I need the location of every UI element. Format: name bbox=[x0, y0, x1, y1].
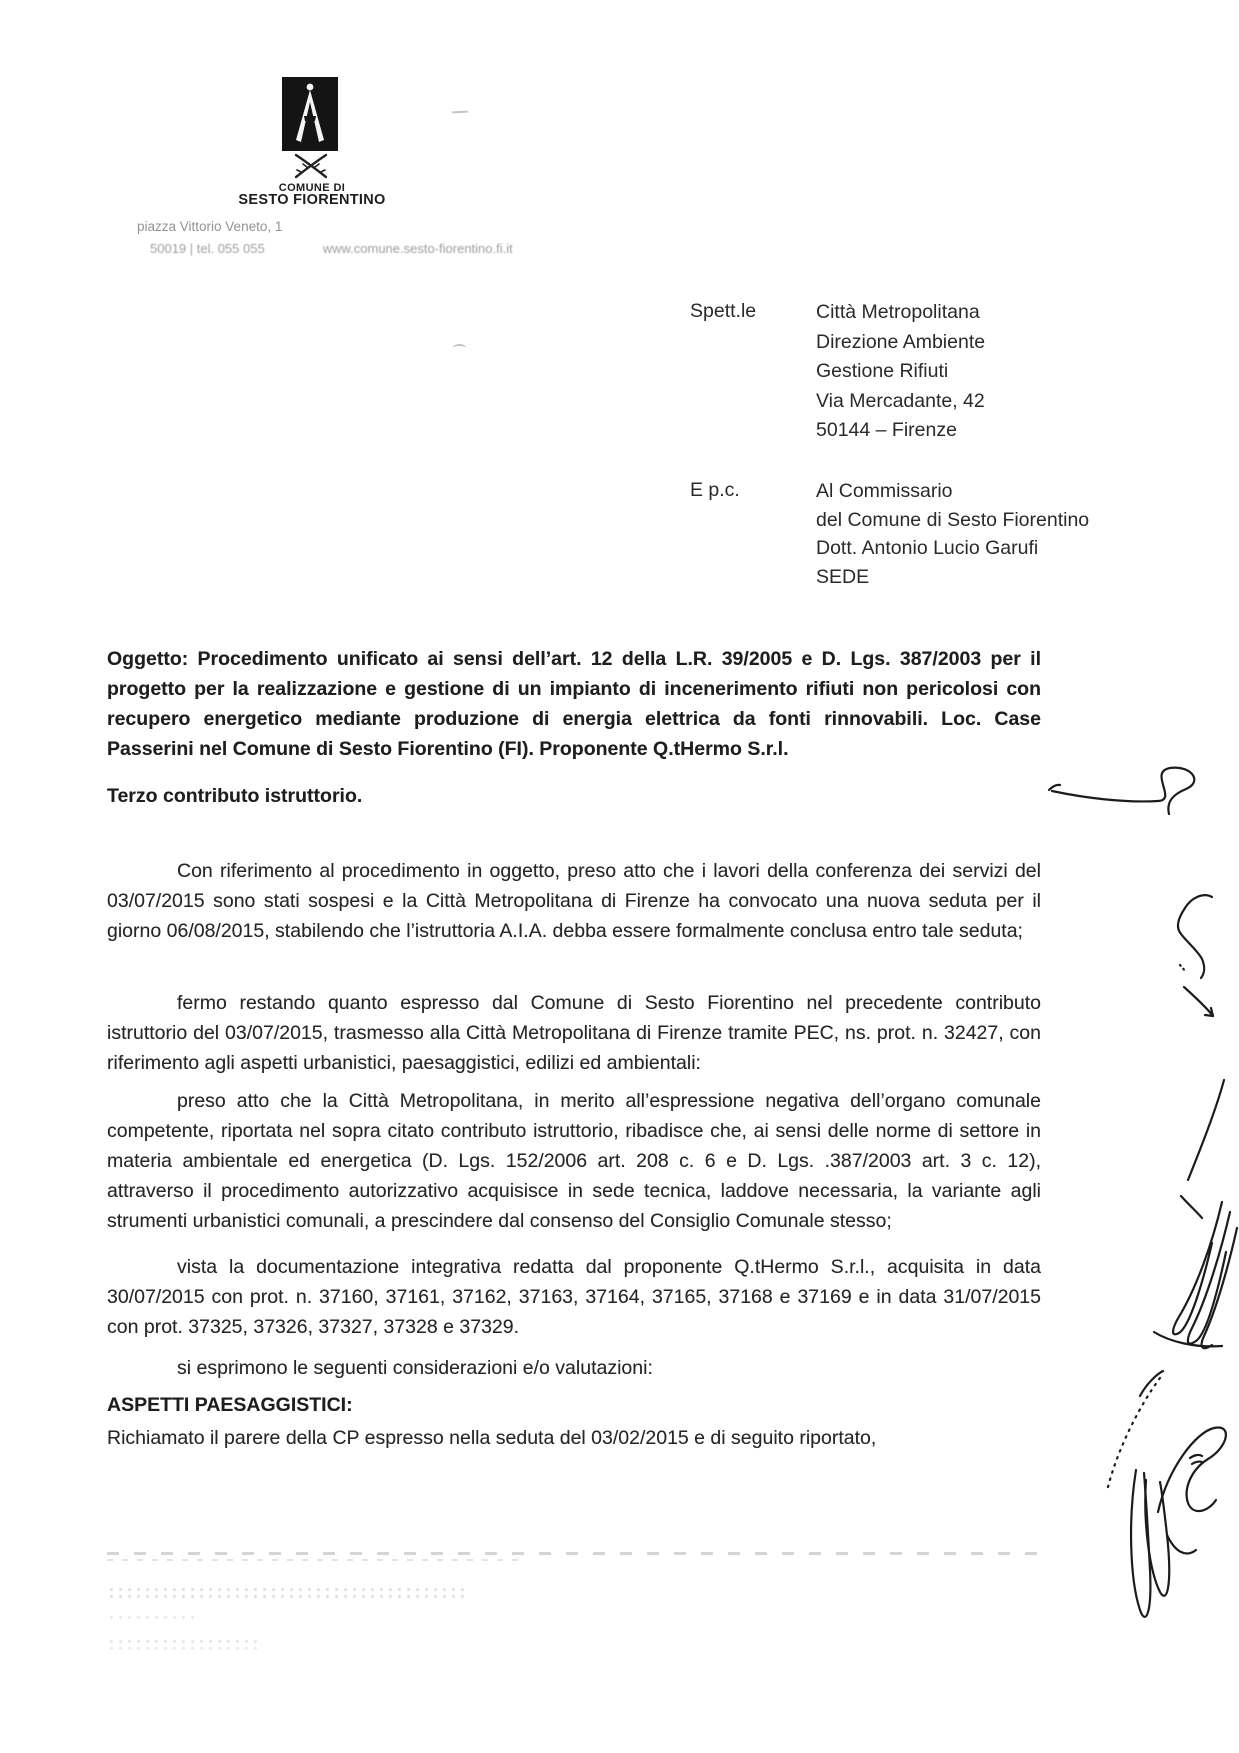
cc-salutation: E p.c. bbox=[690, 479, 740, 501]
subject-paragraph: Oggetto: Procedimento unificato ai sensi dell’art. 12 della L.R. 39/2005 e D. Lgs. 387/2003 per il progetto per la realizzazione e gestione di un impianto di incenerimento rifiuti non pericolosi con recupero energetico mediante produzione di energia elettrica da fonti rinnovabili. Loc. Case Passerini nel Comune di Sesto Fiorentino (FI). Proponente Q.tHermo S.r.l. bbox=[107, 648, 1041, 760]
org-address-line: piazza Vittorio Veneto, 1 bbox=[137, 219, 283, 234]
body-paragraph-2: fermo restando quanto espresso dal Comune di Sesto Fiorentino nel precedente contributo istruttorio del 03/07/2015, trasmesso alla Città Metropolitana di Firenze tramite PEC, ns. prot. n. 32427, con riferimento agli aspetti urbanistici, paesaggistici, edilizi ed ambientali: bbox=[107, 992, 1041, 1074]
footer-faded-text-line bbox=[107, 1586, 467, 1601]
body-paragraph-5: si esprimono le seguenti considerazioni e/o valutazioni: bbox=[177, 1357, 653, 1379]
handwritten-flourish-near-subject bbox=[1049, 768, 1194, 814]
cc-address-block bbox=[816, 477, 1089, 591]
body-paragraph-3: preso atto che la Città Metropolitana, in merito all’espressione negativa dell’organo comunale competente, riportata nel sopra citato contributo istruttorio, ribadisce che, ai sensi delle norme di settore in materia ambientale ed energetica (D. Lgs. 152/2006 art. 208 c. 6 e D. Lgs. .387/2003 art. 3 c. 12), attraverso il procedimento autorizzativo acquisisce in sede tecnica, laddove necessaria, la variante agli strumenti urbanistici comunali, a prescindere dal consenso del Consiglio Comunale stesso; bbox=[107, 1090, 1041, 1232]
comune-crest-icon bbox=[281, 76, 339, 152]
recipient-line: 50144 – Firenze bbox=[816, 419, 957, 441]
org-zip-phone: 50019 | tel. 055 055 bbox=[150, 241, 265, 256]
scan-speck bbox=[452, 111, 468, 114]
cc-line: del Comune di Sesto Fiorentino bbox=[816, 508, 1090, 531]
recipient-line: Città Metropolitana bbox=[816, 301, 980, 323]
recipient-line: Direzione Ambiente bbox=[816, 330, 986, 353]
handwritten-scribble-right-margin bbox=[1154, 1196, 1237, 1348]
scan-speck bbox=[453, 344, 466, 351]
footer-faded-rule bbox=[107, 1559, 527, 1561]
crossed-branches-icon bbox=[291, 152, 331, 180]
handwritten-check-right-margin bbox=[1178, 895, 1213, 1016]
body-paragraph-6: Richiamato il parere della CP espresso nella seduta del 03/02/2015 e di seguito riportato, bbox=[107, 1427, 877, 1449]
org-website: www.comune.sesto-fiorentino.fi.it bbox=[322, 241, 513, 256]
body-paragraph-4: vista la documentazione integrativa redatta dal proponente Q.tHermo S.r.l., acquisita in data 30/07/2015 con prot. n. 37160, 37161, 37162, 37163, 37164, 37165, 37168 e 37169 e in data 31/07/2015 con prot. 37325, 37326, 37327, 37328 e 37329. bbox=[107, 1256, 1041, 1338]
recipient-line: Gestione Rifiuti bbox=[816, 360, 949, 382]
cc-line: Dott. Antonio Lucio Garufi bbox=[816, 537, 1039, 559]
footer-faded-rule bbox=[107, 1552, 1040, 1555]
footer-faded-text-line bbox=[107, 1638, 257, 1649]
cc-line: SEDE bbox=[816, 565, 870, 588]
handwritten-slash-right-margin bbox=[1188, 1080, 1224, 1180]
section-heading: ASPETTI PAESAGGISTICI: bbox=[107, 1394, 353, 1416]
org-contact-line bbox=[150, 241, 513, 256]
recipient-line: Via Mercadante, 42 bbox=[816, 389, 985, 412]
footer-faded-text-line bbox=[107, 1614, 199, 1623]
org-name-line1: COMUNE DI bbox=[278, 182, 346, 194]
handwritten-signature-bottom-right bbox=[1108, 1371, 1226, 1617]
recipient-address-block bbox=[816, 298, 985, 446]
recipient-salutation: Spett.le bbox=[690, 300, 757, 322]
org-name-line2: SESTO FIORENTINO bbox=[238, 192, 386, 208]
subject-subtitle: Terzo contributo istruttorio. bbox=[107, 785, 363, 807]
cc-line: Al Commissario bbox=[816, 480, 953, 502]
body-paragraph-1: Con riferimento al procedimento in oggetto, preso atto che i lavori della conferenza dei servizi del 03/07/2015 sono stati sospesi e la Città Metropolitana di Firenze ha convocato una nuova seduta per il giorno 06/08/2015, stabilendo che l’istruttoria A.I.A. debba essere formalmente conclusa entro tale seduta; bbox=[107, 860, 1041, 942]
